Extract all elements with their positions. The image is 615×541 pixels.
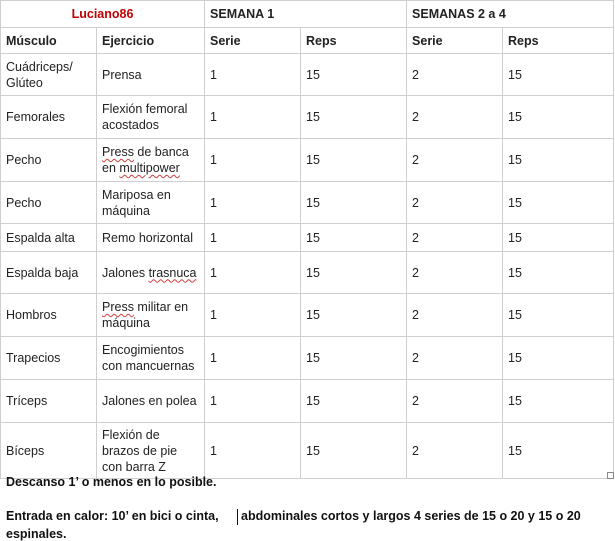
reps1-cell: 15 [301, 380, 407, 423]
table-row [1, 252, 614, 294]
rest-note: Descanso 1’ o menos en lo posible. [6, 475, 217, 489]
sets2-cell: 2 [407, 294, 503, 337]
sets1-cell: 1 [205, 294, 301, 337]
exercise-cell [97, 139, 205, 182]
reps2-cell: 15 [503, 96, 614, 139]
reps2-cell: 15 [503, 182, 614, 224]
exercise-cell: Encogimientos con mancuernas [97, 337, 205, 380]
text-cursor [237, 509, 238, 525]
reps1-cell: 15 [301, 252, 407, 294]
sets2-cell: 2 [407, 54, 503, 96]
reps1-cell: 15 [301, 54, 407, 96]
column-header-row [1, 28, 614, 54]
reps2-cell: 15 [503, 380, 614, 423]
reps1-cell: 15 [301, 96, 407, 139]
table-resize-handle[interactable] [607, 472, 614, 479]
muscle-cell: Espalda alta [1, 224, 97, 252]
muscle-cell: Pecho [1, 139, 97, 182]
reps1-cell: 15 [301, 423, 407, 479]
exercise-cell: Flexión femoral acostados [97, 96, 205, 139]
reps2-cell: 15 [503, 337, 614, 380]
weeks24-header: SEMANAS 2 a 4 [407, 1, 614, 28]
reps2-cell: 15 [503, 294, 614, 337]
muscle-cell: Femorales [1, 96, 97, 139]
exercise-cell: Prensa [97, 54, 205, 96]
table-row [1, 182, 614, 224]
table-row [1, 139, 614, 182]
sets1-cell: 1 [205, 54, 301, 96]
sets2-cell: 2 [407, 380, 503, 423]
exercise-text-spellcheck: trasnuca [148, 265, 197, 280]
exercise-cell [97, 252, 205, 294]
reps2-header: Reps [503, 28, 614, 54]
exercise-cell [97, 294, 205, 337]
exercise-cell: Remo horizontal [97, 224, 205, 252]
muscle-cell: Espalda baja [1, 252, 97, 294]
muscle-cell: Cuádriceps/ Glúteo [1, 54, 97, 96]
table-header-row [1, 1, 614, 28]
reps1-cell: 15 [301, 224, 407, 252]
exercise-text-spellcheck: Press [102, 145, 134, 159]
sets2-cell: 2 [407, 423, 503, 479]
table-row [1, 423, 614, 479]
table-row [1, 380, 614, 423]
week1-header: SEMANA 1 [205, 1, 407, 28]
sets1-cell: 1 [205, 96, 301, 139]
exercise-text: de banca en [102, 145, 189, 175]
sets1-cell: 1 [205, 252, 301, 294]
reps2-cell: 15 [503, 224, 614, 252]
muscle-cell: Tríceps [1, 380, 97, 423]
reps2-cell: 15 [503, 252, 614, 294]
sets2-cell: 2 [407, 252, 503, 294]
sets2-cell: 2 [407, 96, 503, 139]
reps2-cell: 15 [503, 423, 614, 479]
muscle-header: Músculo [1, 28, 97, 54]
sets2-cell: 2 [407, 337, 503, 380]
table-row [1, 54, 614, 96]
sets1-cell: 1 [205, 337, 301, 380]
exercise-cell: Flexión de brazos de pie con barra Z [97, 423, 205, 479]
muscle-cell: Trapecios [1, 337, 97, 380]
sets1-cell: 1 [205, 224, 301, 252]
reps1-header: Reps [301, 28, 407, 54]
reps1-cell: 15 [301, 139, 407, 182]
exercise-header: Ejercicio [97, 28, 205, 54]
muscle-cell: Hombros [1, 294, 97, 337]
sets2-header: Serie [407, 28, 503, 54]
exercise-cell: Jalones en polea [97, 380, 205, 423]
sets2-cell: 2 [407, 139, 503, 182]
sets1-cell: 1 [205, 139, 301, 182]
reps1-cell: 15 [301, 182, 407, 224]
exercise-text-spellcheck: multipower [119, 161, 180, 175]
muscle-cell: Pecho [1, 182, 97, 224]
reps1-cell: 15 [301, 337, 407, 380]
exercise-text-spellcheck: Press [102, 300, 134, 314]
sets1-cell: 1 [205, 380, 301, 423]
muscle-cell: Bíceps [1, 423, 97, 479]
exercise-text: militar en máquina [102, 300, 189, 330]
author-name: Luciano86 [1, 1, 205, 28]
table-row [1, 96, 614, 139]
table-row [1, 337, 614, 380]
sets2-cell: 2 [407, 224, 503, 252]
warmup-note: Entrada en calor: 10’ en bici o cinta, [6, 509, 219, 523]
exercise-text: Jalones [102, 265, 149, 280]
reps2-cell: 15 [503, 54, 614, 96]
sets2-cell: 2 [407, 182, 503, 224]
sets1-cell: 1 [205, 182, 301, 224]
table-row [1, 224, 614, 252]
exercise-cell: Mariposa en máquina [97, 182, 205, 224]
warmup-note-continued: abdominales cortos y largos 4 series de 15 o 20 y 15 o 20 [241, 509, 581, 523]
sets1-header: Serie [205, 28, 301, 54]
warmup-note-end: espinales. [6, 527, 67, 541]
reps1-cell: 15 [301, 294, 407, 337]
sets1-cell: 1 [205, 423, 301, 479]
table-row [1, 294, 614, 337]
reps2-cell: 15 [503, 139, 614, 182]
